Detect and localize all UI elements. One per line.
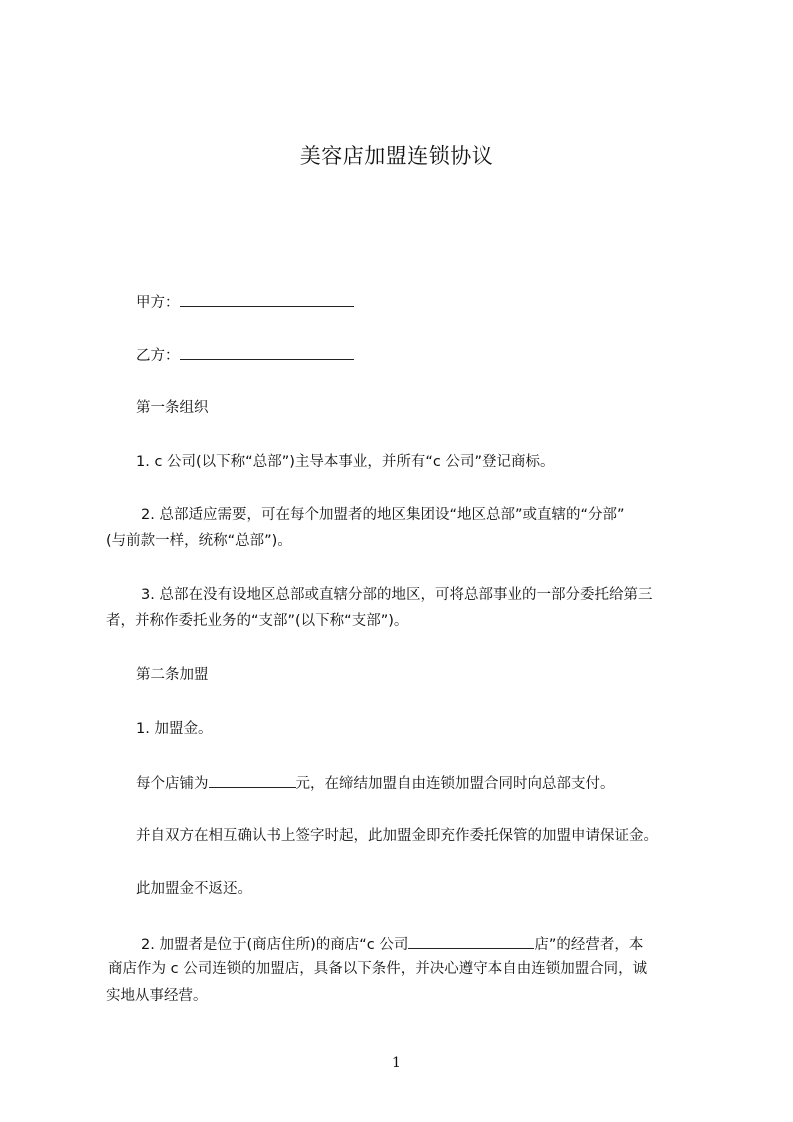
article1-paragraph2-line1: 2. 总部适应需要，可在每个加盟者的地区集团设“地区总部”或直辖的“分部” xyxy=(141,507,625,523)
article2-item2-line1 xyxy=(141,933,643,955)
party-a-label: 甲方： xyxy=(136,295,180,311)
item2-prefix: 2. 加盟者是位于(商店住所)的商店“c 公司 xyxy=(141,937,409,953)
article1-paragraph3-line2: 者，并称作委托业务的“支部”(以下称“支部”)。 xyxy=(106,613,409,629)
article2-item2-line3: 实地从事经营。 xyxy=(106,988,208,1004)
fee-suffix: 元，在缔结加盟自由连锁加盟合同时向总部支付。 xyxy=(295,776,615,792)
fee-amount-blank xyxy=(209,772,296,788)
page-number: 1 xyxy=(392,1055,401,1071)
article2-heading: 第二条加盟 xyxy=(136,667,209,683)
fee-prefix: 每个店铺为 xyxy=(136,776,209,792)
document-title: 美容店加盟连锁协议 xyxy=(299,144,494,168)
fee-nonrefund-line: 此加盟金不返还。 xyxy=(136,881,252,897)
party-b-line xyxy=(136,344,354,366)
party-a-blank xyxy=(180,291,354,307)
fee-deposit-line: 并自双方在相互确认书上签字时起，此加盟金即充作委托保管的加盟申请保证金。 xyxy=(136,828,658,844)
party-a-line xyxy=(136,291,354,313)
item2-suffix: 店”的经营者，本 xyxy=(534,937,644,953)
store-name-blank xyxy=(408,933,534,949)
party-b-label: 乙方： xyxy=(136,348,180,364)
article2-item2-line2: 商店作为 c 公司连锁的加盟店，具备以下条件，并决心遵守本自由连锁加盟合同，诚 xyxy=(108,961,648,977)
article1-paragraph1: 1. c 公司(以下称“总部”)主导本事业，并所有“c 公司”登记商标。 xyxy=(136,454,555,470)
party-b-blank xyxy=(180,344,354,360)
article1-paragraph3-line1: 3. 总部在没有设地区总部或直辖分部的地区，可将总部事业的一部分委托给第三 xyxy=(141,587,653,603)
fee-line xyxy=(136,772,615,794)
article2-item1: 1. 加盟金。 xyxy=(136,721,213,737)
article1-heading: 第一条组织 xyxy=(136,400,209,416)
article1-paragraph2-line2: (与前款一样，统称“总部”)。 xyxy=(106,533,292,549)
